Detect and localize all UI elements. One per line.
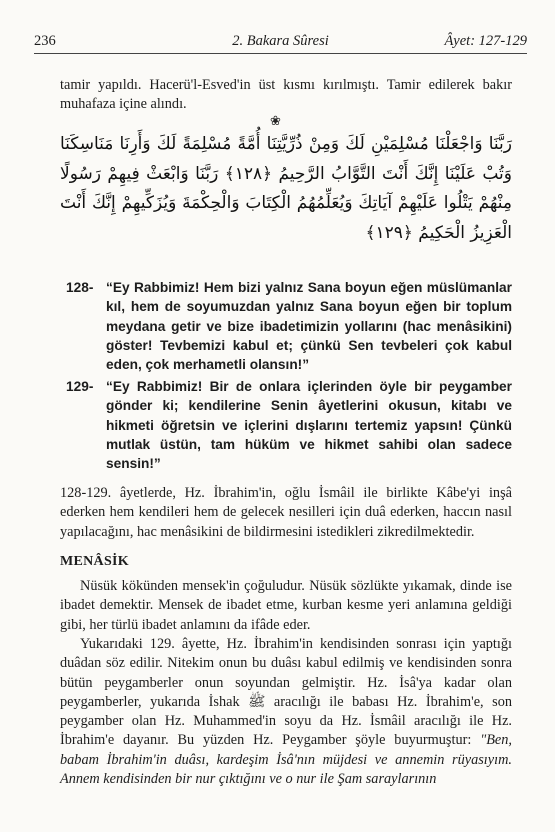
verse-129	[66, 377, 512, 473]
arabic-verses: رَبَّنَا وَاجْعَلْنَا مُسْلِمَيْنِ لَكَ وَمِنْ ذُرِّيَّتِنَا أُمَّةً مُسْلِمَةً لَكَ وَأَرِنَا مَنَاسِكَنَا وَتُبْ عَلَيْنَا إِنَّكَ أَنْتَ التَّوَّابُ الرَّحِيمُ ﴿١٢٨﴾ رَبَّنَا وَابْعَثْ فِيهِمْ رَسُولًا مِنْهُمْ يَتْلُوا عَلَيْهِمْ آيَاتِكَ وَيُعَلِّمُهُمُ الْكِتَابَ وَالْحِكْمَةَ وَيُزَكِّيهِمْ إِنَّكَ أَنْتَ الْعَزِيزُ الْحَكِيمُ ﴿١٢٩﴾	[60, 134, 512, 243]
page-number: 236	[34, 33, 56, 49]
history-text: Yukarıdaki 129. âyette, Hz. İbrahim'in kendisinden sonrası için yaptığı duâdan söz edilir. Nitekim onun bu duâsı kabul edilmiş ve kendisinden sonra bütün peygamberler onun soyundan gelmiştir. Hz. İsâ'ya kadar olan peygamberler, yukarıda İshak ﷺ aracılığı ile babası Hz. İbrahim'e, son peygamber olan Hz. Muhammed'in soyu da Hz. İsmâil aracılığı ile Hz. İbrahim'e dayanır. Bu yüzden Hz. Peygamber şöyle buyurmuştur:	[60, 636, 512, 749]
definition-paragraph: Nüsük kökünden mensek'in çoğuludur. Nüsük sözlükte yıkamak, dinde ise ibadet demektir. Mensek de ibadet etme, kurban kesme yeri anlamına geldiği gibi, her türlü ibadet anlamını da ifâde eder.	[60, 578, 512, 633]
explanation-paragraph: 128-129. âyetlerde, Hz. İbrahim'in, oğlu İsmâil ile birlikte Kâbe'yi inşâ ederken hem kendileri hem de gelecek nesilleri için duâ ederken, haccın nasıl yapılacağını, hac menâsikini de bildirmesini istedikleri zikredilmektedir.	[60, 485, 512, 540]
ayet-range: Âyet: 127-129	[444, 33, 527, 49]
page-header	[34, 33, 527, 54]
section-heading: MENÂSİK	[60, 554, 129, 569]
verse-128	[66, 278, 512, 374]
history-paragraph	[60, 635, 512, 789]
intro-paragraph: tamir yapıldı. Hacerü'l-Esved'in üst kısmı kırılmıştı. Tamir edilerek bakır muhafaza içine alındı.	[60, 77, 512, 113]
hadith-quote: "Ben, babam İbrahim'in duâsı, kardeşim İsâ'nın müjdesi ve annemin rüyasıyım. Annem kendisinden bir nur çıktığını ve o nur ile Şam saraylarının	[60, 732, 512, 788]
verse-translation: “Ey Rabbimiz! Bir de onlara içlerinden öyle bir peygamber gönder ki; kendilerine Senin âyetlerini okusun, kitabı ve hikmeti öğretsin ve içlerini dışlarını tertemiz yapsın! Çünkü mutlak üstün, tam hüküm ve hikmet sahibi olan sadece sensin!”	[106, 379, 512, 472]
sura-title: 2. Bakara Sûresi	[232, 33, 329, 49]
verse-number: 128-	[66, 280, 94, 295]
ornament-icon: ❀	[270, 113, 281, 128]
verse-number: 129-	[66, 379, 94, 394]
verse-translation: “Ey Rabbimiz! Hem bizi yalnız Sana boyun eğen müslümanlar kıl, hem de soyumuzdan yalnız Sana boyun eğen bir toplum meydana getir ve bize ibadetimizin yollarını (hac menâsikini) göster! Tevbemizi kabul et; çünkü Sen tevbeleri çok kabul eden, çok merhametli olansın!”	[106, 280, 512, 373]
